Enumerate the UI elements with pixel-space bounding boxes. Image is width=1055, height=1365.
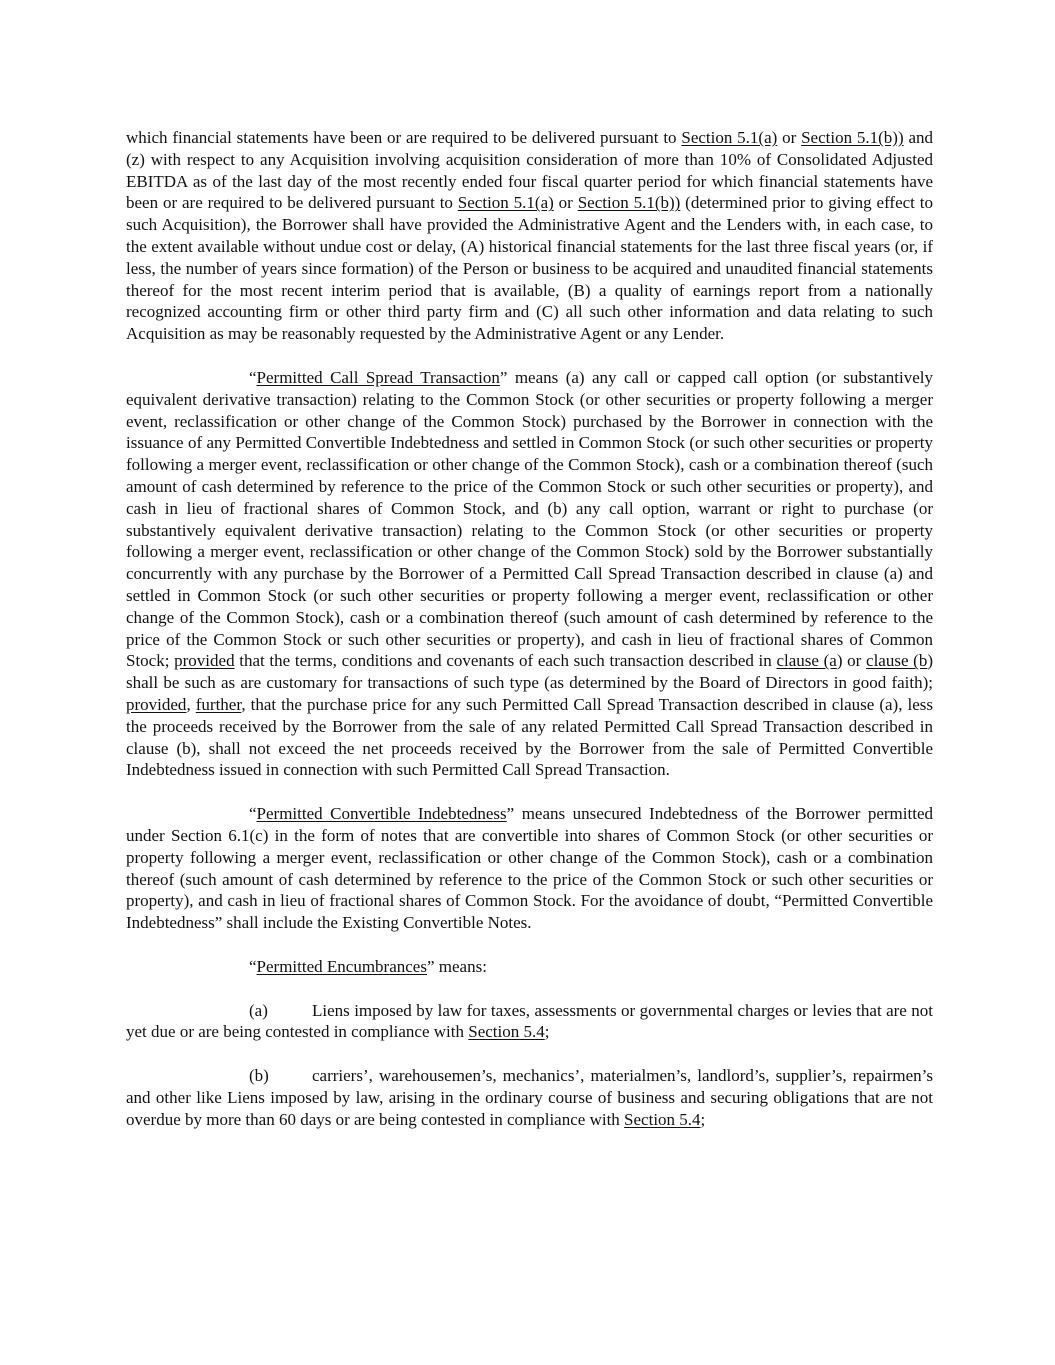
list-item-a <box>126 1000 933 1044</box>
section-ref-5-4: Section 5.4 <box>624 1109 701 1129</box>
text: Liens imposed by law for taxes, assessments or governmental charges or levies that are not yet due or are being contested in compliance with <box>126 1000 933 1042</box>
list-item-b <box>126 1065 933 1130</box>
further-term: further <box>195 694 242 714</box>
text: , <box>186 694 196 714</box>
definition-permitted-encumbrances <box>126 956 933 978</box>
text: ; <box>700 1109 706 1129</box>
text: (determined prior to giving effect to such Acquisition), the Borrower shall have provided the Administrative Agent and the Lenders with, in each case, to the extent available without undue cost or delay, (A) historical financial statements for the last three fiscal years (or, if less, the number of years since formation) of the Person or business to be acquired and unaudited financial statements thereof for the most recent interim period that is available, (B) a quality of earnings report from a nationally recognized accounting firm or other third party firm and (C) all such other information and data relating to such Acquisition as may be reasonably requested by the Administrative Agent or any Lender. <box>126 193 933 344</box>
text: ) shall be such as are customary for transactions of such type (as determined by the Board of Directors in good faith); <box>126 651 934 693</box>
text: , that the purchase price for any such Permitted Call Spread Transaction described in clause (a), less the proceeds received by the Borrower from the sale of any related Permitted Call Spread Transaction described in clause (b), shall not exceed the net proceeds received by the Borrower from the sale of Permitted Convertible Indebtedness issued in connection with such Permitted Call Spread Transaction. <box>126 694 934 780</box>
section-ref-5-4: Section 5.4 <box>468 1022 545 1042</box>
provided-term: provided <box>174 651 235 671</box>
text: ; <box>544 1022 550 1042</box>
text: or <box>777 128 802 147</box>
text: ” means: <box>426 956 487 976</box>
definition-permitted-call-spread-transaction <box>126 367 933 781</box>
text: ” means (a) any call or capped call option (or substantively equivalent derivative transaction) relating to the Common Stock (or other securities or property following a merger event, reclassification or other change of the Common Stock) purchased by the Borrower in connection with the issuance of any Permitted Convertible Indebtedness and settled in Common Stock (or such other securities or property following a merger event, reclassification or other change of the Common Stock), cash or a combination thereof (such amount of cash determined by reference to the price of the Common Stock or such other securities or property), and cash in lieu of fractional shares of Common Stock, and (b) any call option, warrant or right to purchase (or substantively equivalent derivative transaction) relating to the Common Stock (or other securities or property following a merger event, reclassification or other change of the Common Stock) sold by the Borrower substantially concurrently with any purchase by the Borrower of a Permitted Call Spread Transaction described in clause (a) and settled in Common Stock (or such other securities or property following a merger event, reclassification or other change of the Common Stock), cash or a combination thereof (such amount of cash determined by reference to the price of the Common Stock or such other securities or property), and cash in lieu of fractional shares of Common Stock; <box>126 367 933 671</box>
provided-term: provided <box>126 694 187 714</box>
section-ref-5-1-a: Section 5.1(a) <box>457 193 554 213</box>
quote-mark: “ <box>249 956 257 976</box>
defined-term: Permitted Encumbrances <box>256 956 427 976</box>
text: that the terms, conditions and covenants of each such transaction described in <box>234 651 777 671</box>
section-ref-5-1-b: Section 5.1(b)) <box>801 128 904 147</box>
text: and (z) with respect to any Acquisition involving acquisition consideration of more than 10% of Consolidated Adjusted EBITDA as of the last day of the most recently ended four fiscal quarter period for which financial statements have been or are required to be delivered pursuant to <box>126 128 933 213</box>
text: which financial statements have been or are required to be delivered pursuant to <box>126 128 682 147</box>
section-ref-5-1-a: Section 5.1(a) <box>681 128 778 147</box>
item-number: (b) <box>249 1066 269 1086</box>
text: ” means unsecured Indebtedness of the Borrower permitted under Section 6.1(c) in the form of notes that are convertible into shares of Common Stock (or other securities or property following a merger event, reclassification or other change of the Common Stock), cash or a combination thereof (such amount of cash determined by reference to the price of the Common Stock or such other securities or property), and cash in lieu of fractional shares of Common Stock. For the avoidance of doubt, “Permitted Convertible Indebtedness” shall include the Existing Convertible Notes. <box>126 804 933 933</box>
quote-mark: “ <box>249 367 257 387</box>
defined-term: Permitted Convertible Indebtedness <box>256 804 507 824</box>
text: or <box>553 193 578 213</box>
defined-term: Permitted Call Spread Transaction <box>256 367 500 387</box>
paragraph-acquisition-continuation <box>126 127 933 345</box>
clause-ref-b: clause (b <box>866 651 928 671</box>
document-page <box>126 127 933 1153</box>
quote-mark: “ <box>249 804 257 824</box>
definition-permitted-convertible-indebtedness <box>126 803 933 934</box>
clause-ref-a: clause (a <box>776 651 837 671</box>
text: carriers’, warehousemen’s, mechanics’, materialmen’s, landlord’s, supplier’s, repairmen’s and other like Liens imposed by law, arising in the ordinary course of business and securing obligations that are not overdue by more than 60 days or are being contested in compliance with <box>126 1066 933 1129</box>
section-ref-5-1-b: Section 5.1(b)) <box>577 193 681 213</box>
item-number: (a) <box>249 1000 268 1020</box>
text: ) or <box>836 651 867 671</box>
